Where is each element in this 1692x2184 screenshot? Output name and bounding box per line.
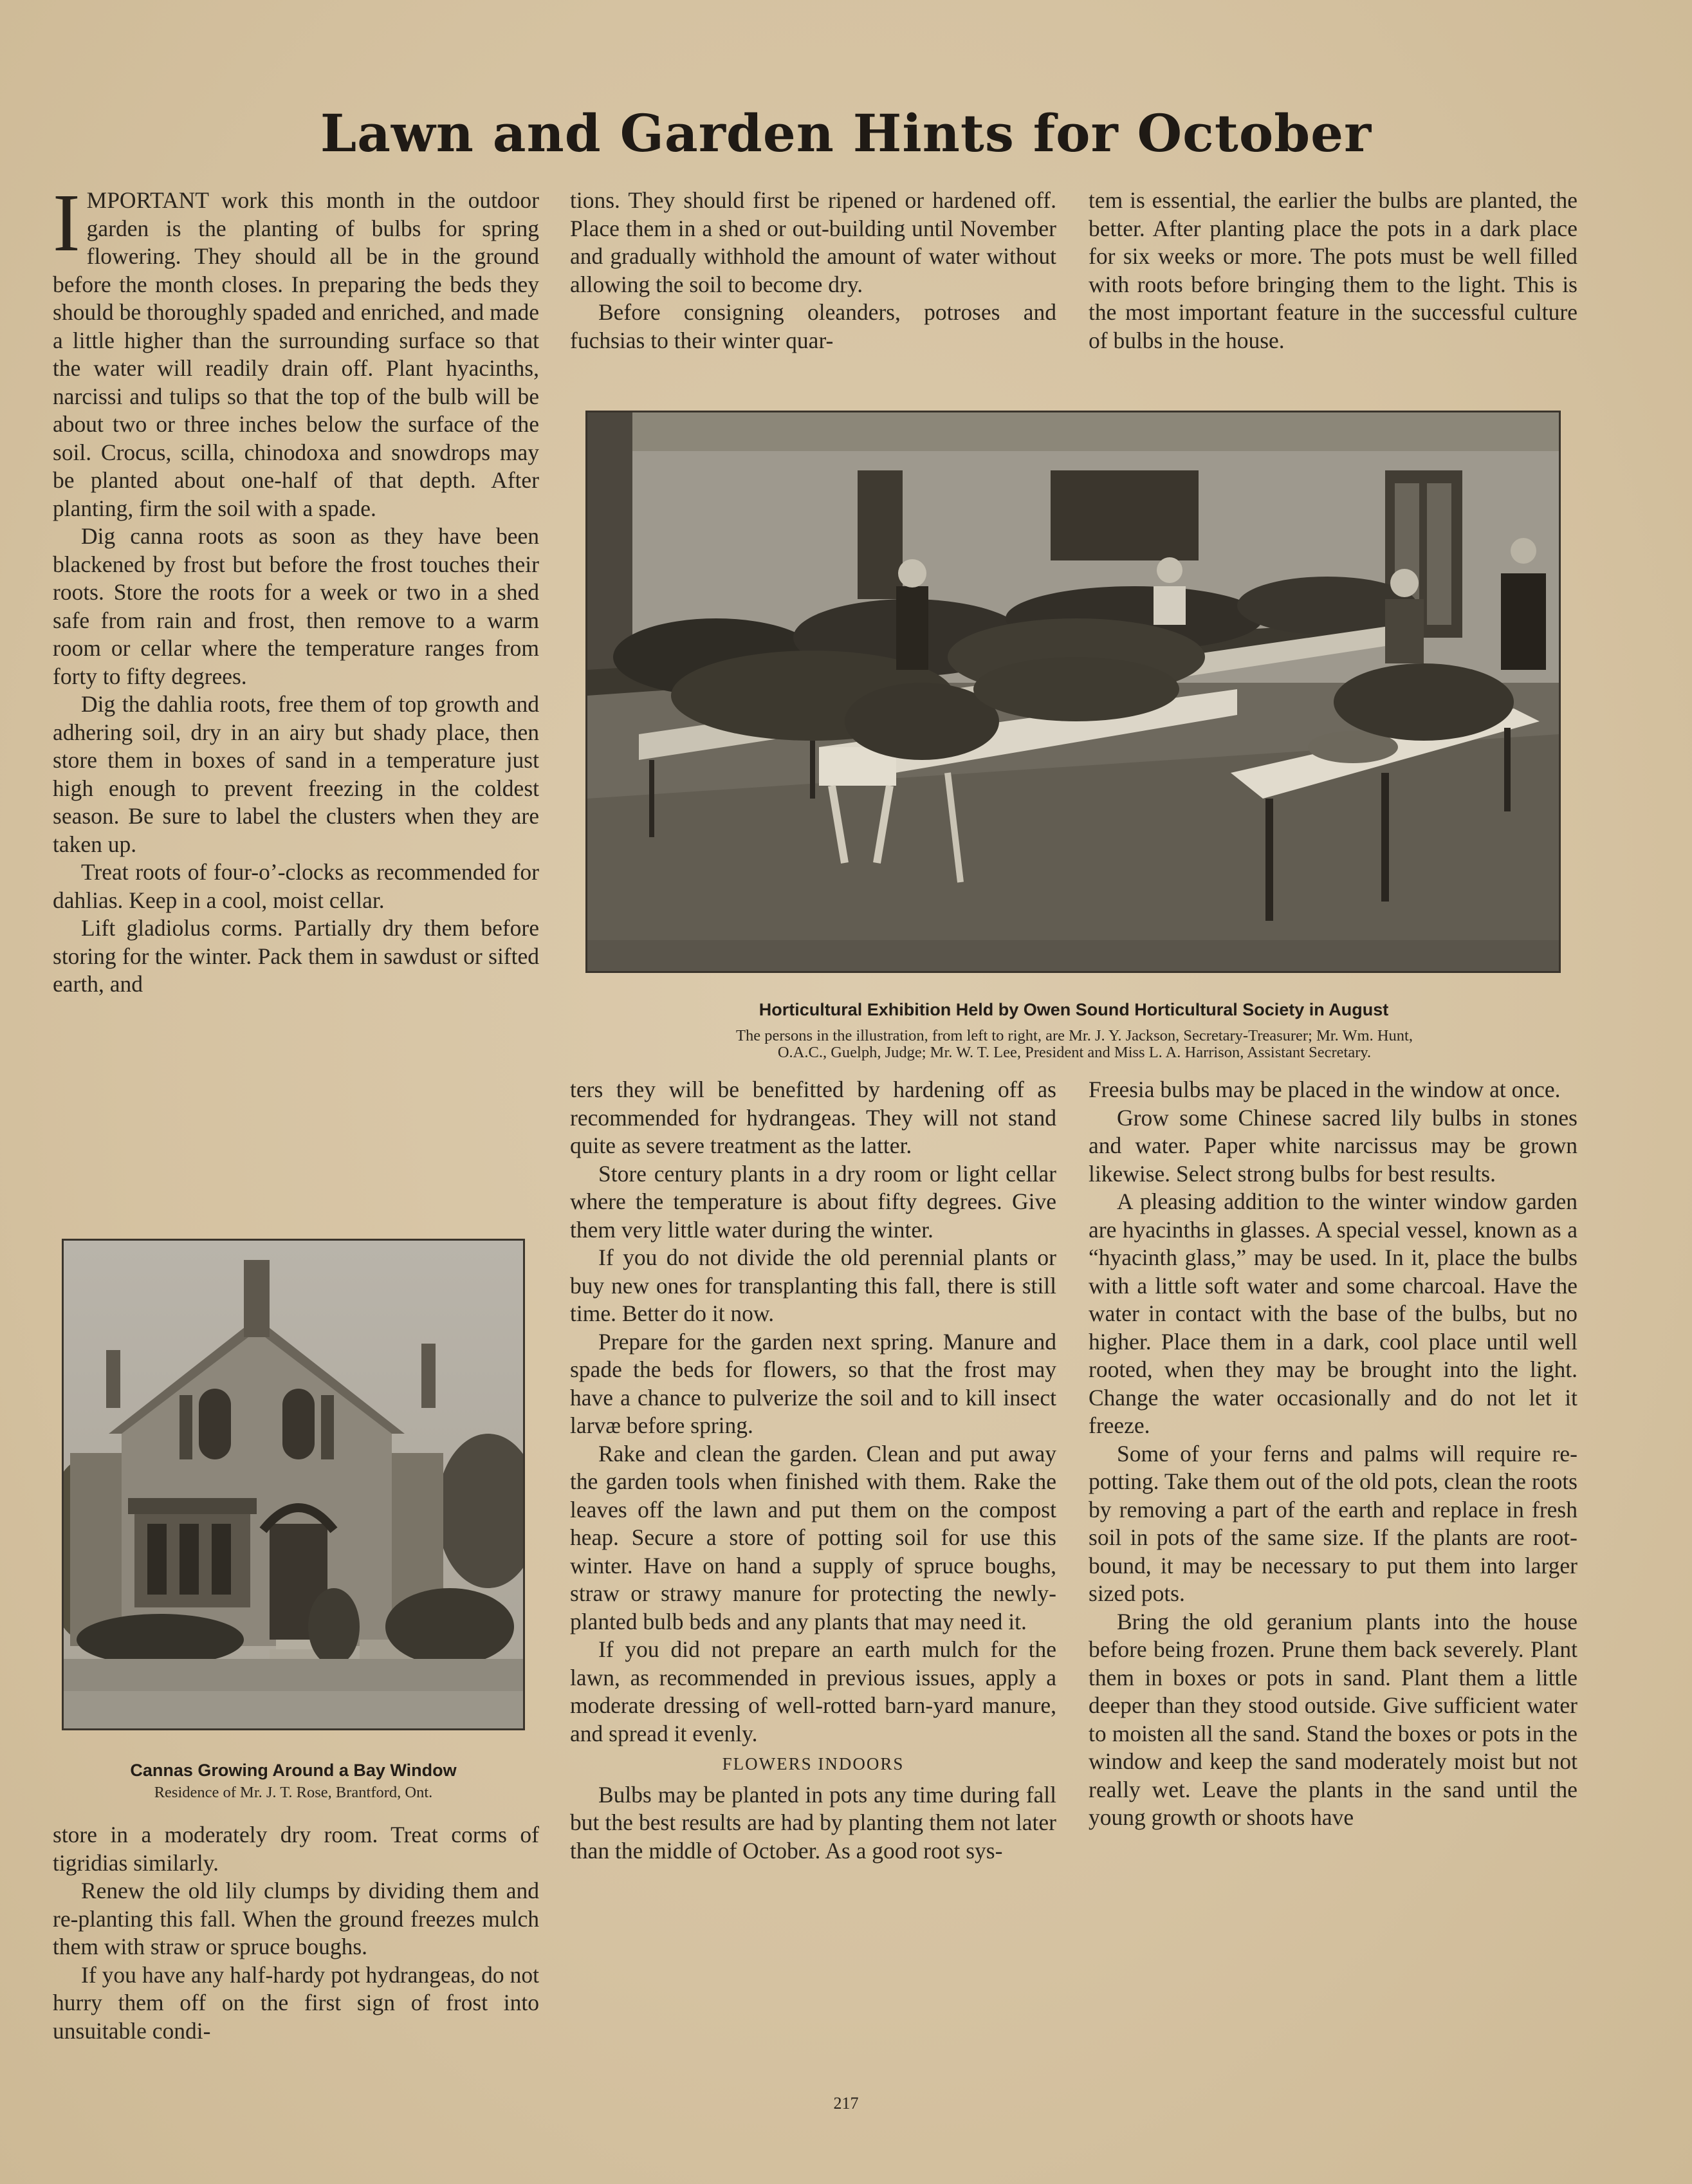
paragraph: Bulbs may be planted in pots any time during fall but the best results are had by planting them not later than the middle of October. As a good root sys- [570, 1781, 1056, 1864]
house-photo [62, 1239, 525, 1730]
house-caption-title: Cannas Growing Around a Bay Window [130, 1761, 457, 1780]
column-2-top [570, 187, 1056, 355]
column-1-bottom [53, 1821, 539, 2045]
paragraph: ters they will be benefitted by hardening off as recommended for hydrangeas. They will not stand quite as severe treatment as the latter. [570, 1077, 1056, 1158]
paragraph: Freesia bulbs may be placed in the window at once. [1089, 1077, 1561, 1102]
paragraph: Prepare for the garden next spring. Manure and spade the beds for flowers, so that the frost may have a chance to pulverize the soil and to kill insect larvæ before spring. [570, 1328, 1056, 1438]
paragraph-text: MPORTANT work this month in the outdoor garden is the planting of bulbs for spring flowering. They should all be in the ground before the month closes. In preparing the beds they should be thoroughly spaded and enriched, and made a little higher than the surrounding surface so that the water will readily drain off. Plant hyacinths, narcissi and tulips so that the top of the bulb will be about two or three inches below the surface of the soil. Crocus, scilla, chinodoxa and snowdrops may be planted about one-half of that depth. After planting, firm the soil with a spade. [53, 187, 539, 521]
paragraph: A pleasing addition to the winter window garden are hyacinths in glasses. A special vessel, known as a “hyacinth glass,” may be used. In it, place the bulbs with a little soft water and some charcoal. Have the water in contact with the base of the bulbs, but no higher. Place them in a dark, cool place until well rooted, when they may be brought into the light. Change the water occasionally and do not let it freeze. [1089, 1189, 1577, 1438]
paragraph: If you did not prepare an earth mulch for the lawn, as recommended in previous issues, apply a moderate dressing of well-rotted barn-yard manure, and spread it evenly. [570, 1636, 1056, 1746]
paragraph: tem is essential, the earlier the bulbs are planted, the better. After planting place the pots in a dark place for six weeks or more. The pots must be well filled with roots before bringing them to the light. This is the most important feature in the successful culture of bulbs in the house. [1089, 187, 1577, 353]
paragraph: If you do not divide the old perennial plants or buy new ones for transplanting this fall, there is still time. Better do it now. [570, 1245, 1056, 1326]
exhibition-photo [585, 411, 1561, 973]
paragraph: Dig canna roots as soon as they have been blackened by frost but before the frost touches their roots. Store the roots for a week or two in a shed safe from rain and frost, then remove to a warm room or cellar where the temperature ranges from forty to fifty degrees. [53, 523, 539, 689]
article-title: Lawn and Garden Hints for October [320, 103, 1372, 163]
paragraph: tions. They should first be ripened or hardened off. Place them in a shed or out-building until November and gradually withhold the amount of water without allowing the soil to become dry. [570, 187, 1056, 297]
paragraph: Dig the dahlia roots, free them of top growth and adhering soil, dry in an airy but shady place, then store them in boxes of sand in a temperature just high enough to prevent freezing in the coldest season. Be sure to label the clusters when they are taken up. [53, 691, 539, 857]
paragraph: store in a moderately dry room. Treat corms of tigridias similarly. [53, 1822, 539, 1876]
paragraph: Lift gladiolus corms. Partially dry them before storing for the winter. Pack them in sawdust or sifted earth, and [53, 915, 539, 997]
paragraph: Renew the old lily clumps by dividing them and re-planting this fall. When the ground freezes mulch them with straw or spruce boughs. [53, 1878, 539, 1959]
page-number: 217 [833, 2094, 859, 2113]
paragraph: Some of your ferns and palms will require re-potting. Take them out of the old pots, clean the roots by removing a part of the earth and replace in fresh soil in pots of the same size. If the plants are root-bound, it may be necessary to put them into larger sized pots. [1089, 1440, 1577, 1606]
column-3-top [1089, 187, 1577, 355]
paragraph: Store century plants in a dry room or light cellar where the temperature is about fifty degrees. Give them very little water during the winter. [570, 1160, 1056, 1243]
paragraph: Treat roots of four-o’-clocks as recommended for dahlias. Keep in a cool, moist cellar. [53, 859, 539, 913]
column-2-bottom [570, 1076, 1056, 1865]
exhibition-caption-line-1: The persons in the illustration, from left to right, are Mr. J. Y. Jackson, Secretary-Treasurer; Mr. Wm. Hunt, [736, 1027, 1413, 1044]
house-caption-text: Residence of Mr. J. T. Rose, Brantford, Ont. [154, 1784, 433, 1801]
paragraph: If you have any half-hardy pot hydrangeas, do not hurry them off on the first sign of frost into unsuitable condi- [53, 1961, 539, 2044]
paragraph: Grow some Chinese sacred lily bulbs in stones and water. Paper white narcissus may be grown likewise. Select strong bulbs for best results. [1089, 1104, 1577, 1187]
exhibition-caption-title: Horticultural Exhibition Held by Owen Sound Horticultural Society in August [759, 1000, 1389, 1019]
paragraph: Rake and clean the garden. Clean and put away the garden tools when finished with them. Rake the leaves off the lawn and put them on the compost heap. Secure a store of potting soil for use this winter. Have on hand a supply of spruce boughs, straw or strawy manure for protecting the newly-planted bulb beds and any plants that may need it. [570, 1440, 1056, 1634]
drop-cap: I [53, 177, 80, 268]
section-subheading: FLOWERS INDOORS [722, 1754, 905, 1773]
exhibition-hall-illustration [587, 412, 1559, 971]
column-1-top [53, 177, 539, 999]
house-illustration [64, 1241, 523, 1728]
paragraph: Before consigning oleanders, potroses and fuchsias to their winter quar- [570, 299, 1056, 353]
paragraph [53, 177, 539, 523]
column-3-bottom [1089, 1076, 1577, 1832]
paragraph: Bring the old geranium plants into the house before being frozen. Prune them back severely. Plant them in boxes or pots in sand. Plant them a little deeper than they stood outside. Give sufficient water to moisten all the sand. Stand the boxes or pots in the window and keep the sand moderately moist but not really wet. Leave the plants in the sand until the young growth or shoots have [1089, 1608, 1577, 1830]
exhibition-caption-line-2: O.A.C., Guelph, Judge; Mr. W. T. Lee, President and Miss L. A. Harrison, Assistant Secretary. [777, 1044, 1372, 1061]
